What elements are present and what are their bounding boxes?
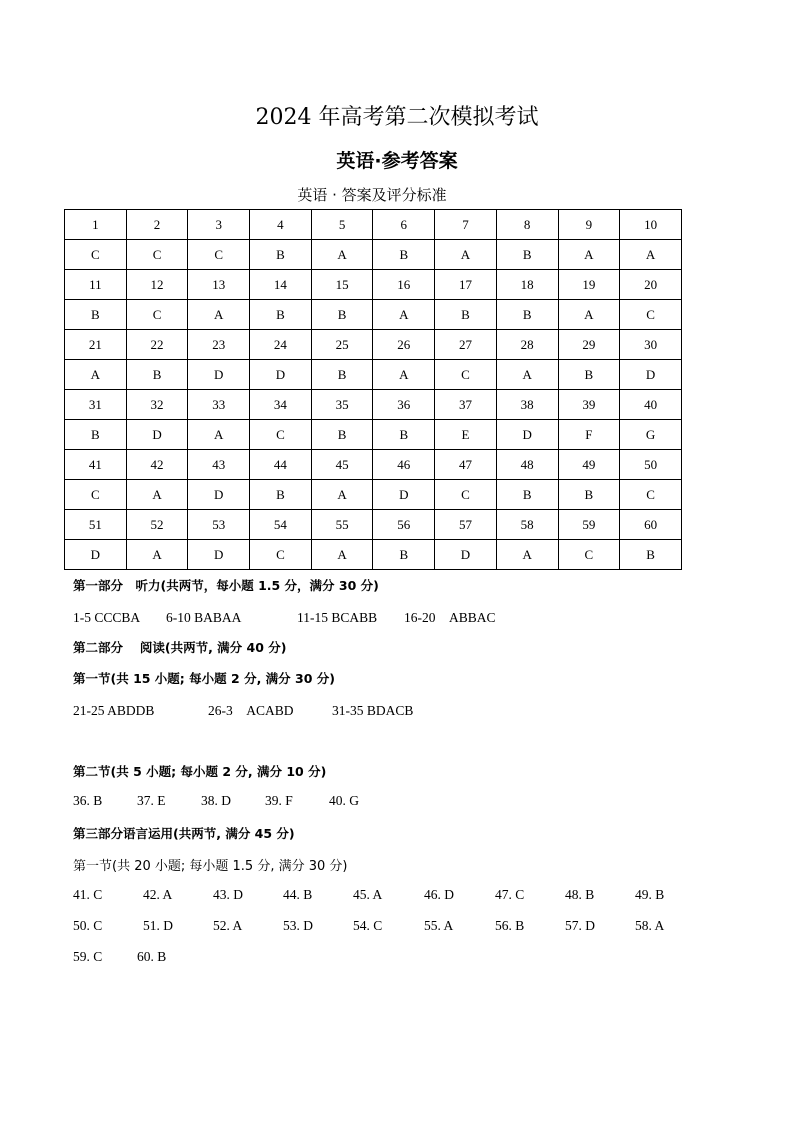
answer-cell: B <box>558 360 620 390</box>
table-row <box>65 510 682 540</box>
question-number-cell: 18 <box>496 270 558 300</box>
answer-cell: B <box>311 300 373 330</box>
question-number-cell: 53 <box>188 510 250 540</box>
answer-cell: B <box>373 240 435 270</box>
question-number-cell: 15 <box>311 270 373 300</box>
answer-cell: B <box>250 480 312 510</box>
answer-cell: A <box>558 300 620 330</box>
question-number-cell: 58 <box>496 510 558 540</box>
question-number-cell: 8 <box>496 210 558 240</box>
exam-title: 2024 年高考第二次模拟考试 <box>255 105 539 130</box>
answer-cell: C <box>620 300 682 330</box>
answer-cell: B <box>496 240 558 270</box>
answer-item: 59. C <box>73 949 103 964</box>
answer-cell: A <box>311 540 373 570</box>
answer-item: 38. D <box>201 793 231 808</box>
question-number-cell: 46 <box>373 450 435 480</box>
part2-heading: 第二部分 阅读(共两节, 满分 40 分) <box>73 640 287 655</box>
question-number-cell: 9 <box>558 210 620 240</box>
answer-cell: B <box>65 420 127 450</box>
table-row <box>65 540 682 570</box>
answer-cell: B <box>250 240 312 270</box>
answer-cell: A <box>373 300 435 330</box>
answer-cell: A <box>496 540 558 570</box>
part3-heading: 第三部分语言运用(共两节, 满分 45 分) <box>73 826 295 841</box>
question-number-cell: 43 <box>188 450 250 480</box>
answer-cell: G <box>620 420 682 450</box>
answer-item: 53. D <box>283 918 313 933</box>
question-number-cell: 14 <box>250 270 312 300</box>
answer-item: 52. A <box>213 918 243 933</box>
question-number-cell: 24 <box>250 330 312 360</box>
answer-group: 21-25 ABDDB <box>73 703 155 718</box>
question-number-cell: 5 <box>311 210 373 240</box>
question-number-cell: 45 <box>311 450 373 480</box>
question-number-cell: 27 <box>435 330 497 360</box>
question-number-cell: 6 <box>373 210 435 240</box>
answer-cell: A <box>188 420 250 450</box>
answer-group: 6-10 BABAA <box>166 610 242 625</box>
question-number-cell: 31 <box>65 390 127 420</box>
question-number-cell: 49 <box>558 450 620 480</box>
question-number-cell: 52 <box>126 510 188 540</box>
part3-answers-row3 <box>73 949 166 965</box>
answer-item: 50. C <box>73 918 103 933</box>
table-row <box>65 360 682 390</box>
question-number-cell: 2 <box>126 210 188 240</box>
answer-group: 11-15 BCABB <box>297 610 378 625</box>
question-number-cell: 54 <box>250 510 312 540</box>
question-number-cell: 25 <box>311 330 373 360</box>
answer-cell: C <box>188 240 250 270</box>
question-number-cell: 22 <box>126 330 188 360</box>
question-number-cell: 38 <box>496 390 558 420</box>
question-number-cell: 57 <box>435 510 497 540</box>
answer-cell: B <box>373 420 435 450</box>
answer-cell: D <box>188 480 250 510</box>
answer-cell: D <box>188 360 250 390</box>
question-number-cell: 23 <box>188 330 250 360</box>
answer-cell: C <box>435 360 497 390</box>
answer-item: 40. G <box>329 793 359 808</box>
part3-answers-row1 <box>73 887 664 903</box>
question-number-cell: 19 <box>558 270 620 300</box>
table-row <box>65 300 682 330</box>
answer-item: 37. E <box>137 793 166 808</box>
question-number-cell: 55 <box>311 510 373 540</box>
answer-item: 58. A <box>635 918 665 933</box>
question-number-cell: 21 <box>65 330 127 360</box>
answer-cell: D <box>126 420 188 450</box>
question-number-cell: 11 <box>65 270 127 300</box>
question-number-cell: 3 <box>188 210 250 240</box>
answer-cell: D <box>373 480 435 510</box>
answer-cell: D <box>620 360 682 390</box>
answer-item: 45. A <box>353 887 383 902</box>
table-row <box>65 390 682 420</box>
part1-answers <box>73 606 496 626</box>
answer-cell: C <box>65 240 127 270</box>
question-number-cell: 50 <box>620 450 682 480</box>
table-row <box>65 270 682 300</box>
answer-cell: B <box>496 480 558 510</box>
question-number-cell: 33 <box>188 390 250 420</box>
question-number-cell: 48 <box>496 450 558 480</box>
answer-table <box>64 209 682 570</box>
part3-answers-row2 <box>73 918 664 934</box>
question-number-cell: 37 <box>435 390 497 420</box>
answer-cell: C <box>620 480 682 510</box>
answer-cell: A <box>188 300 250 330</box>
answer-cell: B <box>65 300 127 330</box>
answer-cell: C <box>250 540 312 570</box>
question-number-cell: 12 <box>126 270 188 300</box>
answer-item: 43. D <box>213 887 243 902</box>
answer-item: 42. A <box>143 887 173 902</box>
question-number-cell: 42 <box>126 450 188 480</box>
part2-sec1-answers <box>73 699 413 719</box>
question-number-cell: 1 <box>65 210 127 240</box>
table-row <box>65 330 682 360</box>
answer-item: 54. C <box>353 918 383 933</box>
question-number-cell: 32 <box>126 390 188 420</box>
answer-item: 57. D <box>565 918 595 933</box>
part2-sec2-heading: 第二节(共 5 小题; 每小题 2 分, 满分 10 分) <box>73 764 327 779</box>
answer-group: 1-5 CCCBA <box>73 610 141 625</box>
answer-cell: F <box>558 420 620 450</box>
answer-item: 36. B <box>73 793 103 808</box>
answer-cell: C <box>435 480 497 510</box>
answer-cell: B <box>373 540 435 570</box>
answer-cell: E <box>435 420 497 450</box>
answer-cell: A <box>65 360 127 390</box>
answer-cell: D <box>435 540 497 570</box>
part3-sec1-heading: 第一节(共 20 小题; 每小题 1.5 分, 满分 30 分) <box>73 859 348 874</box>
part2-sec2-answers <box>73 793 359 809</box>
table-row <box>65 240 682 270</box>
answer-cell: A <box>496 360 558 390</box>
answer-cell: D <box>65 540 127 570</box>
question-number-cell: 47 <box>435 450 497 480</box>
table-caption: 英语 · 答案及评分标准 <box>297 186 447 204</box>
table-row <box>65 420 682 450</box>
answer-item: 46. D <box>424 887 454 902</box>
question-number-cell: 44 <box>250 450 312 480</box>
answer-item: 44. B <box>283 887 313 902</box>
answer-cell: B <box>558 480 620 510</box>
table-row <box>65 450 682 480</box>
answer-cell: B <box>496 300 558 330</box>
answer-item: 47. C <box>495 887 525 902</box>
question-number-cell: 35 <box>311 390 373 420</box>
answer-cell: B <box>435 300 497 330</box>
answer-group: 26-3 ACABD <box>208 703 294 718</box>
answer-cell: A <box>311 240 373 270</box>
question-number-cell: 41 <box>65 450 127 480</box>
answer-cell: B <box>311 420 373 450</box>
question-number-cell: 29 <box>558 330 620 360</box>
question-number-cell: 4 <box>250 210 312 240</box>
question-number-cell: 20 <box>620 270 682 300</box>
question-number-cell: 56 <box>373 510 435 540</box>
answer-cell: D <box>250 360 312 390</box>
question-number-cell: 28 <box>496 330 558 360</box>
question-number-cell: 34 <box>250 390 312 420</box>
part2-sec1-heading: 第一节(共 15 小题; 每小题 2 分, 满分 30 分) <box>73 671 335 686</box>
answer-cell: B <box>620 540 682 570</box>
question-number-cell: 60 <box>620 510 682 540</box>
question-number-cell: 30 <box>620 330 682 360</box>
answer-cell: B <box>126 360 188 390</box>
question-number-cell: 39 <box>558 390 620 420</box>
exam-subtitle: 英语·参考答案 <box>336 150 458 172</box>
answer-cell: C <box>126 300 188 330</box>
question-number-cell: 40 <box>620 390 682 420</box>
answer-cell: B <box>250 300 312 330</box>
answer-cell: A <box>558 240 620 270</box>
part1-heading: 第一部分 听力(共两节，每小题 1.5 分，满分 30 分) <box>73 578 379 593</box>
table-row <box>65 480 682 510</box>
answer-cell: D <box>188 540 250 570</box>
question-number-cell: 59 <box>558 510 620 540</box>
question-number-cell: 51 <box>65 510 127 540</box>
question-number-cell: 7 <box>435 210 497 240</box>
question-number-cell: 16 <box>373 270 435 300</box>
answer-cell: C <box>126 240 188 270</box>
answer-item: 49. B <box>635 887 665 902</box>
answer-item: 55. A <box>424 918 454 933</box>
question-number-cell: 10 <box>620 210 682 240</box>
answer-item: 39. F <box>265 793 293 808</box>
answer-cell: A <box>435 240 497 270</box>
question-number-cell: 26 <box>373 330 435 360</box>
answer-cell: A <box>311 480 373 510</box>
answer-item: 51. D <box>143 918 173 933</box>
answer-item: 56. B <box>495 918 525 933</box>
answer-item: 48. B <box>565 887 595 902</box>
answer-cell: A <box>373 360 435 390</box>
question-number-cell: 17 <box>435 270 497 300</box>
answer-cell: D <box>496 420 558 450</box>
answer-cell: B <box>311 360 373 390</box>
answer-item: 60. B <box>137 949 167 964</box>
answer-item: 41. C <box>73 887 103 902</box>
question-number-cell: 36 <box>373 390 435 420</box>
question-number-cell: 13 <box>188 270 250 300</box>
table-row <box>65 210 682 240</box>
answer-cell: C <box>65 480 127 510</box>
answer-group: 16-20 ABBAC <box>404 610 496 625</box>
answer-group: 31-35 BDACB <box>332 703 414 718</box>
answer-cell: A <box>620 240 682 270</box>
answer-cell: C <box>250 420 312 450</box>
answer-cell: C <box>558 540 620 570</box>
answer-cell: A <box>126 480 188 510</box>
answer-cell: A <box>126 540 188 570</box>
